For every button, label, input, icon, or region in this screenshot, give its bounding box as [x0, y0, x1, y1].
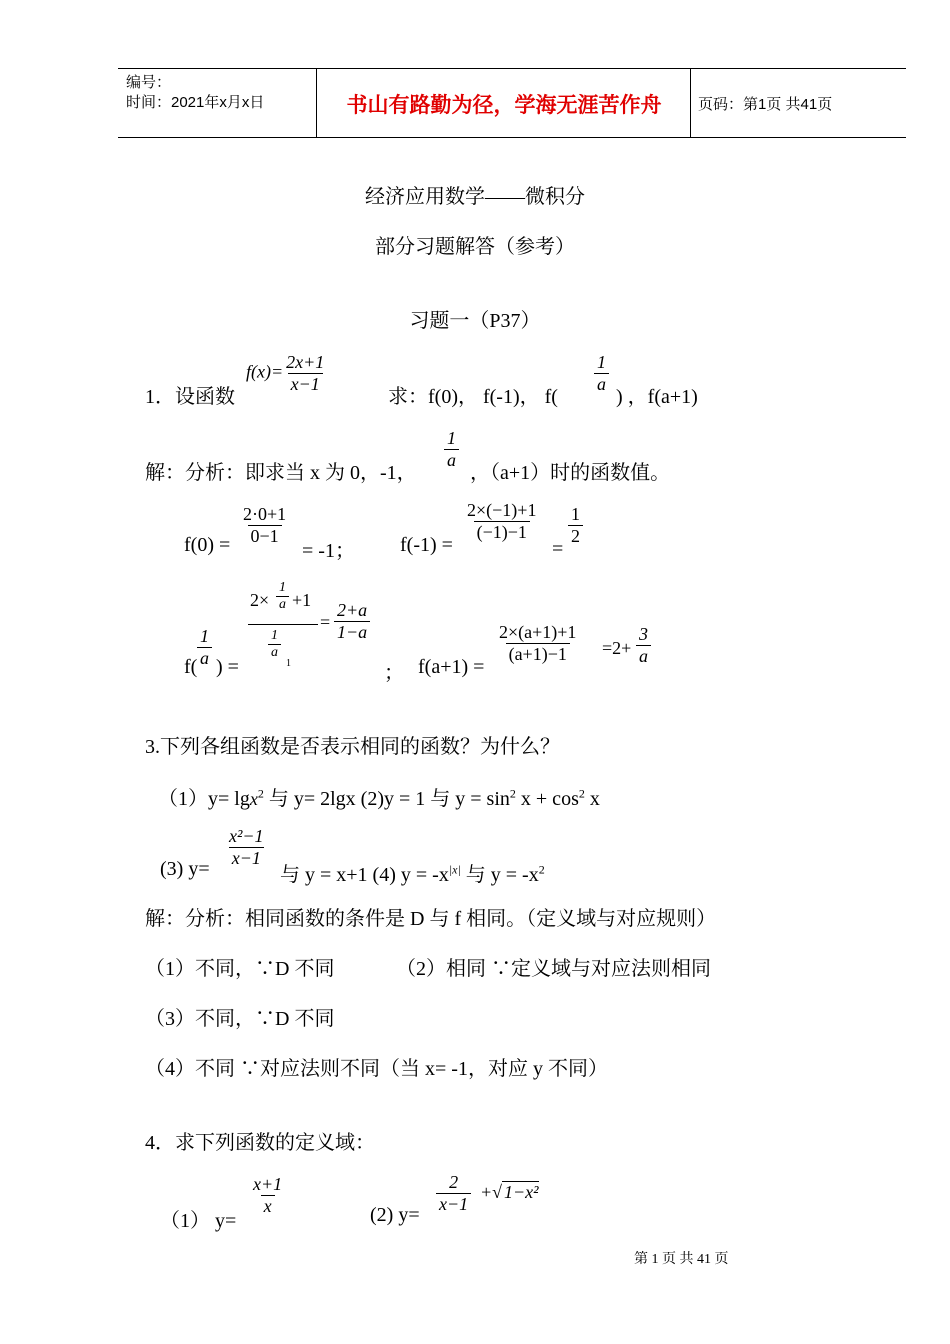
q1-function	[246, 352, 327, 394]
fm1-result	[568, 504, 583, 546]
q3-p3-pre: (3) y=	[160, 858, 210, 880]
fm1-num: 2×(−1)+1	[467, 500, 537, 520]
q4-p2-root	[480, 1182, 539, 1203]
fm1-lhs: f(-1) =	[400, 534, 453, 556]
q1-func-den: x−1	[288, 373, 323, 395]
header-meta	[126, 73, 264, 113]
q3-p4-abs: |x|	[448, 862, 461, 877]
time-label: 时间：2021年x月x日	[126, 94, 265, 111]
sol1-lead-frac	[444, 428, 459, 470]
sol3-a1: （1）不同，∵D 不同	[145, 958, 335, 980]
q3-p2-post: x	[584, 788, 600, 810]
fa-main-bar	[248, 624, 318, 625]
q3-p2-exp2: 2	[578, 786, 585, 801]
fa1-result	[636, 624, 651, 666]
sol3-a4: （4）不同 ∵对应法则不同（当 x= -1，对应 y 不同）	[145, 1058, 608, 1080]
q3-p4-exp: 2	[538, 862, 545, 877]
q4-p2-pre: (2) y=	[370, 1204, 420, 1226]
q4-p2-frac	[436, 1172, 471, 1214]
q1-ask-text: 求：f(0)， f(-1)， f(	[388, 386, 558, 408]
q4-p2-radicand: 1−x²	[504, 1182, 539, 1202]
fa1-rden: a	[636, 645, 651, 667]
fa-result	[334, 600, 370, 642]
fa-lhs-pre: f(	[184, 656, 198, 678]
fm1-frac	[464, 500, 539, 542]
sol1-lead-den: a	[444, 449, 459, 471]
q3-parts-12	[158, 782, 600, 811]
fa-rnum: 2+a	[337, 600, 368, 620]
q3-p2-mid: x + cos	[515, 788, 579, 810]
q3-p1-exp: 2	[257, 786, 264, 801]
doc-title: 经济应用数学——微积分	[365, 186, 585, 208]
f0-num: 2·0+1	[243, 504, 287, 524]
fa1-frac	[496, 622, 579, 664]
sol1-lead-num: 1	[447, 428, 456, 448]
f0-den: 0−1	[248, 525, 282, 547]
fa-rden: 1−a	[334, 621, 370, 643]
fa-bot-frac	[268, 628, 281, 661]
header-divider	[690, 69, 691, 137]
q1-prefix: 1．设函数	[145, 386, 235, 408]
q3-p1-post: 与 y= 2lgx (2)y = 1 与 y = sin	[263, 788, 510, 810]
q1-func-num: 2x+1	[286, 352, 325, 372]
q1-func-lhs: f(x)=	[246, 361, 284, 382]
header-motto: 书山有路勤为径，学海无涯苦作舟	[346, 94, 662, 117]
fa-top-num: 1	[279, 580, 286, 595]
q4-p2-num: 2	[449, 1172, 459, 1192]
sol3-a2: （2）相同 ∵定义域与对应法则相同	[396, 958, 711, 980]
f0-frac	[240, 504, 289, 546]
fm1-rden: 2	[568, 525, 583, 547]
q3-p1-var: x	[249, 789, 258, 809]
fa-lhs-post: ) =	[216, 656, 239, 678]
doc-subtitle: 部分习题解答（参考）	[375, 236, 575, 258]
q3-p2-exp1: 2	[509, 786, 516, 801]
q1-ask-num: 1	[597, 352, 606, 372]
fm1-rnum: 1	[571, 504, 580, 524]
q3-p3-frac	[226, 826, 267, 868]
fa-top-frac	[276, 580, 289, 613]
q3-prompt: 3.下列各组函数是否表示相同的函数？为什么？	[145, 736, 560, 758]
page-footer: 第 1 页 共 41 页	[634, 1252, 729, 1267]
q3-p34	[280, 858, 545, 887]
f0-rhs: = -1；	[302, 540, 355, 562]
fa1-lhs: f(a+1) =	[418, 656, 485, 678]
sol3-a3: （3）不同，∵D 不同	[145, 1008, 335, 1030]
q3-p3-post: 与 y = x+1 (4) y = -x	[280, 864, 449, 886]
q4-p1-frac	[250, 1174, 285, 1216]
fa1-rnum: 3	[639, 624, 648, 644]
sol3-lead: 解：分析：相同函数的条件是 D 与 f 相同。（定义域与对应规则）	[145, 908, 717, 930]
fa-eq: =	[320, 612, 331, 632]
q1-ask-den: a	[594, 373, 609, 395]
section-title: 习题一（P37）	[409, 310, 541, 332]
q1-ask-frac	[594, 352, 609, 394]
page-header	[118, 68, 906, 138]
q1-ask-tail: ) ，f(a+1)	[616, 386, 698, 408]
f0-lhs: f(0) =	[184, 534, 231, 556]
number-label: 编号：	[126, 74, 172, 91]
fa-lhs-num: 1	[200, 626, 209, 646]
fa-top-pre: 2×	[250, 590, 270, 610]
fa1-rhs-pre: =2+	[602, 638, 632, 658]
q4-p2-plus: +√	[480, 1182, 503, 1202]
q3-p1-pre: （1）y= lg	[158, 788, 250, 810]
q3-p3-num: x²−1	[229, 826, 264, 846]
fa1-num: 2×(a+1)+1	[499, 622, 577, 642]
fa-top-den: a	[276, 596, 289, 613]
header-divider	[316, 69, 317, 137]
fm1-den: (−1)−1	[474, 521, 530, 543]
fa-bot-sub: 1	[286, 658, 291, 669]
fa-top-post: +1	[292, 590, 312, 610]
q3-p3-den: x−1	[229, 847, 264, 869]
q4-p1-den: x	[261, 1195, 275, 1217]
q4-p2-den: x−1	[436, 1193, 471, 1215]
fm1-eq: =	[552, 538, 564, 560]
fa-sep: ；	[384, 662, 404, 684]
sol1-lead: 解：分析：即求当 x 为 0，-1，	[145, 462, 417, 484]
page-label: 页码：第1页 共41页	[698, 96, 833, 113]
q4-p1-num: x+1	[253, 1174, 283, 1194]
q4-p1-pre: （1） y=	[160, 1210, 237, 1232]
q3-p4-post: 与 y = -x	[460, 864, 539, 886]
fa-bot-den: a	[268, 644, 281, 661]
q1-func-frac	[283, 352, 327, 394]
sol1-lead-tail: ，（a+1）时的函数值。	[470, 462, 671, 484]
fa-complex-frac	[246, 580, 320, 676]
q1-ask	[388, 380, 558, 409]
fa1-den: (a+1)−1	[506, 643, 570, 665]
fa-lhs-frac	[197, 626, 212, 668]
fa-lhs-den: a	[197, 647, 212, 669]
fa-bot-num: 1	[271, 628, 278, 643]
q4-prompt: 4．求下列函数的定义域：	[145, 1132, 375, 1154]
